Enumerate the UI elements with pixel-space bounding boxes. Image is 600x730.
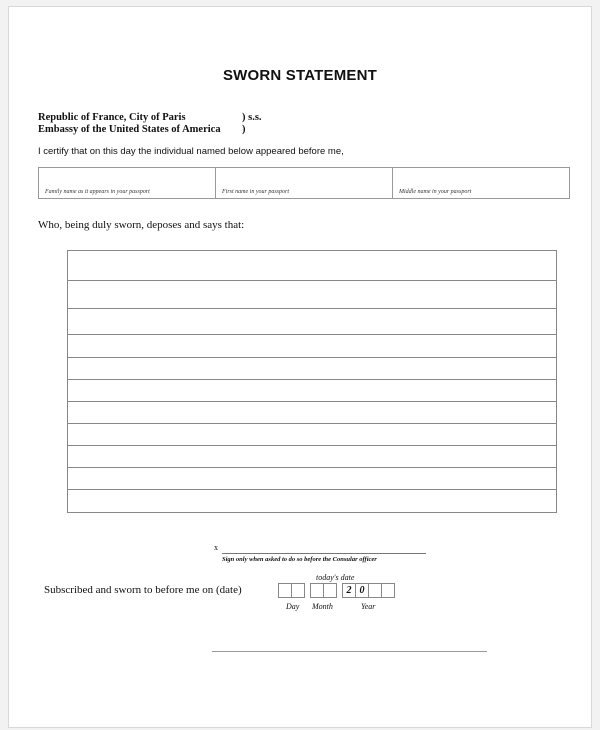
day-digit-box[interactable] bbox=[291, 583, 305, 598]
middle-name-field[interactable] bbox=[393, 168, 569, 198]
year-digit-box: 2 bbox=[342, 583, 356, 598]
signature-note: Sign only when asked to do so before the Consular officer bbox=[222, 556, 377, 563]
month-digit-box[interactable] bbox=[323, 583, 337, 598]
jurisdiction-embassy: Embassy of the United States of America bbox=[38, 124, 221, 135]
year-label: Year bbox=[361, 602, 376, 611]
subscribed-text: Subscribed and sworn to before me on (date) bbox=[44, 584, 242, 596]
day-digit-box[interactable] bbox=[278, 583, 292, 598]
first-name-label: First name in your passport bbox=[222, 189, 290, 195]
middle-name-label: Middle name in your passport bbox=[399, 189, 472, 195]
certify-text: I certify that on this day the individual named below appeared before me, bbox=[38, 146, 344, 157]
statement-line bbox=[68, 334, 556, 335]
statement-line bbox=[68, 280, 556, 281]
statement-lines-box[interactable] bbox=[67, 250, 557, 513]
date-boxes bbox=[278, 583, 394, 598]
statement-line bbox=[68, 308, 556, 309]
year-digit-box[interactable] bbox=[368, 583, 382, 598]
statement-line bbox=[68, 379, 556, 380]
year-digit-box: 0 bbox=[355, 583, 369, 598]
first-name-field[interactable] bbox=[216, 168, 393, 198]
ss-paren: ) bbox=[242, 124, 246, 135]
officer-signature-line[interactable] bbox=[212, 651, 487, 652]
family-name-field[interactable] bbox=[39, 168, 216, 198]
signature-line[interactable] bbox=[222, 553, 426, 554]
statement-line bbox=[68, 489, 556, 490]
jurisdiction-city: Republic of France, City of Paris bbox=[38, 112, 186, 123]
day-label: Day bbox=[286, 602, 300, 611]
statement-line bbox=[68, 357, 556, 358]
statement-line bbox=[68, 467, 556, 468]
ss-label: ) s.s. bbox=[242, 112, 262, 123]
year-digit-box[interactable] bbox=[381, 583, 395, 598]
page-title: SWORN STATEMENT bbox=[222, 67, 378, 84]
deposes-text: Who, being duly sworn, deposes and says that: bbox=[38, 219, 245, 231]
name-fields bbox=[38, 167, 570, 199]
statement-line bbox=[68, 445, 556, 446]
signature-mark: x bbox=[214, 543, 218, 552]
family-name-label: Family name as it appears in your passport bbox=[45, 189, 150, 195]
month-digit-box[interactable] bbox=[310, 583, 324, 598]
statement-line bbox=[68, 401, 556, 402]
statement-line bbox=[68, 423, 556, 424]
todays-date-label: today's date bbox=[316, 573, 355, 582]
month-label: Month bbox=[312, 602, 333, 611]
